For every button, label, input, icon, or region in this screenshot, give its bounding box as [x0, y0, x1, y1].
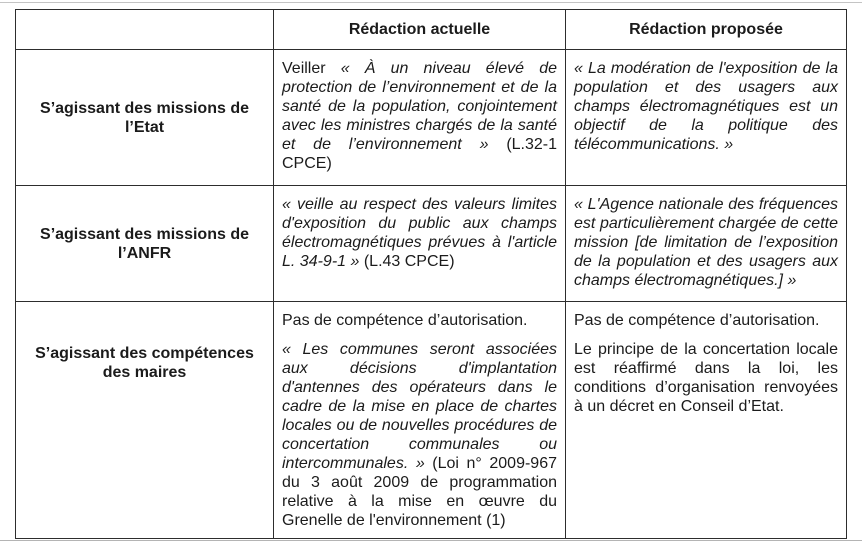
- page-top-rule: [0, 2, 862, 3]
- cell-actuelle-missions-etat: [274, 50, 566, 186]
- comparison-table: [15, 9, 847, 539]
- table-row-missions-etat: [16, 50, 847, 186]
- cell-actuelle-competences-maires: [274, 302, 566, 539]
- paragraph: « La modération de l'exposition de la population et des usagers aux champs électromagnétiques est un objectif de la politique des télécommunications. »: [574, 60, 838, 153]
- paragraph: « veille au respect des valeurs limites d'exposition du public aux champs électromagnétiques prévues à l'article L. 34-9-1 » (L.43 CPCE): [282, 196, 557, 270]
- paragraph: Le principe de la concertation locale est réaffirmé dans la loi, les conditions d’organisation renvoyées à un décret en Conseil d’Etat.: [574, 341, 838, 415]
- cell-actuelle-missions-anfr: [274, 186, 566, 302]
- row-label-competences-maires: S’agissant des compétences des maires: [16, 302, 274, 539]
- header-cell-empty: [16, 10, 274, 50]
- row-label-missions-etat: S’agissant des missions de l’Etat: [16, 50, 274, 186]
- table-row-missions-anfr: [16, 186, 847, 302]
- row-label-missions-anfr: S’agissant des missions de l’ANFR: [16, 186, 274, 302]
- header-cell-redaction-actuelle: Rédaction actuelle: [274, 10, 566, 50]
- table-row-competences-maires: [16, 302, 847, 539]
- paragraph: « Les communes seront associées aux décisions d'implantation d'antennes des opérateurs dans le cadre de la mise en place de chartes locales ou de nouvelles procédures de concertation communales ou intercommunales. » (Loi n° 2009-967 du 3 août 2009 de programmation relative à la mise en œuvre du Grenelle de l'environnement (1): [282, 341, 557, 529]
- paragraph: Pas de compétence d’autorisation.: [574, 312, 820, 329]
- cell-proposee-missions-etat: [566, 50, 847, 186]
- header-cell-redaction-proposee: Rédaction proposée: [566, 10, 847, 50]
- cell-proposee-missions-anfr: [566, 186, 847, 302]
- paragraph: Pas de compétence d’autorisation.: [282, 312, 528, 329]
- paragraph: Veiller « À un niveau élevé de protection de l’environnement et de la santé de la population, conjointement avec les ministres chargés de la santé et de l’environnement » (L.32-1 CPCE): [282, 60, 558, 172]
- page-bottom-rule: [0, 540, 862, 541]
- cell-proposee-competences-maires: [566, 302, 847, 539]
- paragraph: « L'Agence nationale des fréquences est particulièrement chargée de cette mission [de limitation de l’exposition de la population et des usagers aux champs électromagnétiques.] »: [574, 196, 838, 289]
- table-header-row: [16, 10, 847, 50]
